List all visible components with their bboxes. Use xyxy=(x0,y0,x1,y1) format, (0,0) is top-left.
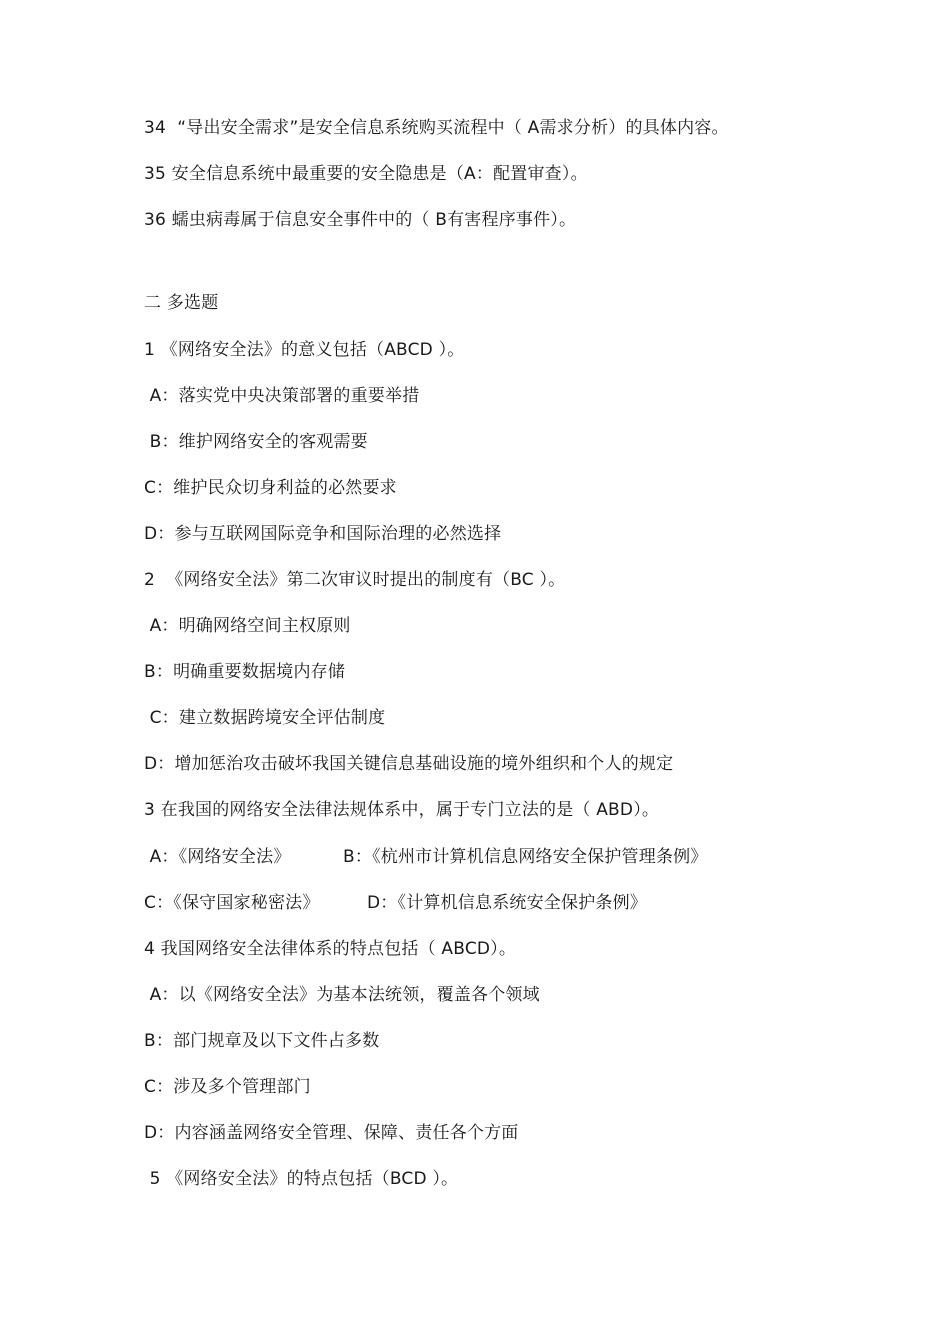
mc-1-option-c: C：维护民众切身利益的必然要求 xyxy=(144,478,397,498)
mc-question-3: 3 在我国的网络安全法律法规体系中，属于专门立法的是（ ABD）。 xyxy=(144,800,660,820)
mc-question-4: 4 我国网络安全法律体系的特点包括（ ABCD）。 xyxy=(144,939,517,959)
mc-2-option-a: A：明确网络空间主权原则 xyxy=(144,616,351,636)
mc-4-option-c: C：涉及多个管理部门 xyxy=(144,1077,311,1097)
mc-3-option-a: A：《网络安全法》 xyxy=(144,847,291,867)
mc-3-option-c: C：《保守国家秘密法》 xyxy=(144,893,320,913)
mc-1-option-d: D：参与互联网国际竞争和国际治理的必然选择 xyxy=(144,524,502,544)
mc-1-option-b: B：维护网络安全的客观需要 xyxy=(144,432,368,452)
question-35: 35 安全信息系统中最重要的安全隐患是（A：配置审查）。 xyxy=(144,164,588,184)
mc-2-option-b: B：明确重要数据境内存储 xyxy=(144,662,346,682)
mc-4-option-d: D：内容涵盖网络安全管理、保障、责任各个方面 xyxy=(144,1123,519,1143)
mc-3-option-b: B：《杭州市计算机信息网络安全保护管理条例》 xyxy=(343,847,708,867)
question-34: 34 “导出安全需求”是安全信息系统购买流程中（ A需求分析）的具体内容。 xyxy=(144,118,729,138)
mc-3-option-d: D：《计算机信息系统安全保护条例》 xyxy=(367,893,647,913)
mc-2-option-c: C：建立数据跨境安全评估制度 xyxy=(144,708,386,728)
mc-question-1: 1 《网络安全法》的意义包括（ABCD ）。 xyxy=(144,340,465,360)
mc-1-option-a: A：落实党中央决策部署的重要举措 xyxy=(144,386,420,406)
section-heading-multiple-choice: 二 多选题 xyxy=(144,293,219,313)
mc-4-option-a: A：以《网络安全法》为基本法统领，覆盖各个领域 xyxy=(144,985,540,1005)
mc-question-2: 2 《网络安全法》第二次审议时提出的制度有（BC ）。 xyxy=(144,570,566,590)
mc-4-option-b: B：部门规章及以下文件占多数 xyxy=(144,1031,380,1051)
mc-2-option-d: D：增加惩治攻击破坏我国关键信息基础设施的境外组织和个人的规定 xyxy=(144,754,674,774)
mc-question-5: 5 《网络安全法》的特点包括（BCD ）。 xyxy=(144,1169,459,1189)
question-36: 36 蠕虫病毒属于信息安全事件中的（ B有害程序事件）。 xyxy=(144,210,577,230)
